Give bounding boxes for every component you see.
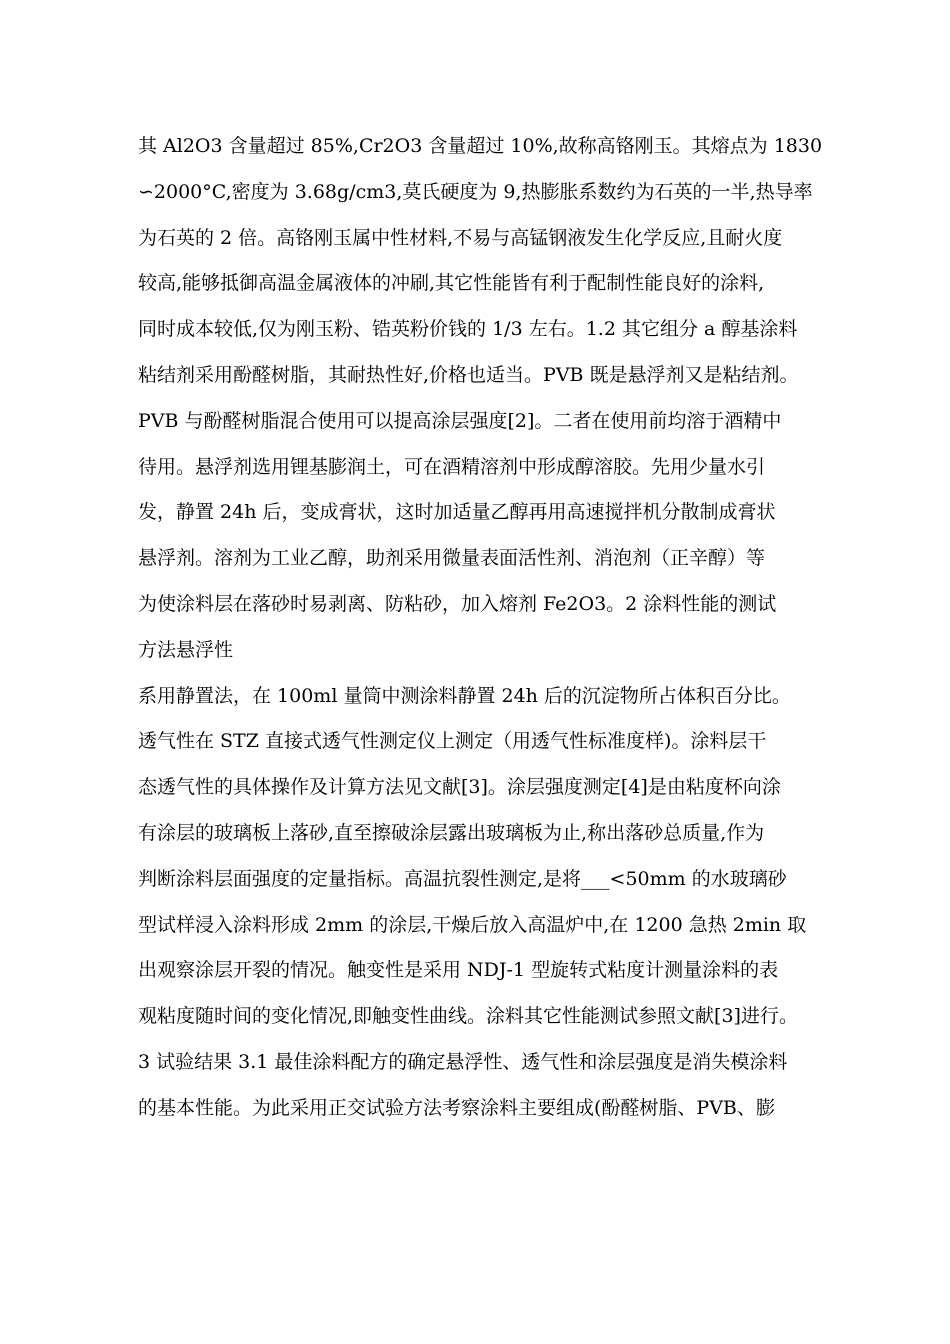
text-line: PVB 与酚醛树脂混合使用可以提高涂层强度[2]。二者在使用前均溶于酒精中 <box>138 409 782 432</box>
text-line: 较高,能够抵御高温金属液体的冲刷,其它性能皆有利于配制性能良好的涂料, <box>138 272 765 295</box>
text-line: 透气性在 STZ 直接式透气性测定仪上测定（用透气性标准度样)。涂料层干 <box>138 730 767 753</box>
text-line: 粘结剂采用酚醛树脂，其耐热性好,价格也适当。PVB 既是悬浮剂又是粘结剂。 <box>138 363 799 386</box>
text-line: 为石英的 2 倍。高铬刚玉属中性材料,不易与高锰钢液发生化学反应,且耐火度 <box>138 226 783 249</box>
text-line: 系用静置法，在 100ml 量筒中测涂料静置 24h 后的沉淀物所占体积百分比。 <box>138 684 791 707</box>
text-line: 3 试验结果 3.1 最佳涂料配方的确定悬浮性、透气性和涂层强度是消失模涂料 <box>138 1050 788 1073</box>
text-line: 悬浮剂。溶剂为工业乙醇，助剂采用微量表面活性剂、消泡剂（正辛醇）等 <box>138 547 766 570</box>
text-line: 判断涂料层面强度的定量指标。高温抗裂性测定,是将___<50mm 的水玻璃砂 <box>138 867 787 890</box>
text-line: 出观察涂层开裂的情况。触变性是采用 NDJ-1 型旋转式粘度计测量涂料的表 <box>138 959 779 982</box>
text-line: 其 Al2O3 含量超过 85%,Cr2O3 含量超过 10%,故称高铬刚玉。其熔点为 1830 <box>138 135 823 157</box>
text-line: 有涂层的玻璃板上落砂,直至擦破涂层露出玻璃板为止,称出落砂总质量,作为 <box>138 821 765 844</box>
text-line: 态透气性的具体操作及计算方法见文献[3]。涂层强度测定[4]是由粘度杯向涂 <box>138 776 781 799</box>
text-line: 方法悬浮性 <box>138 638 234 661</box>
text-line: 的基本性能。为此采用正交试验方法考察涂料主要组成(酚醛树脂、PVB、膨 <box>138 1096 775 1119</box>
text-line: 待用。悬浮剂选用锂基膨润土，可在酒精溶剂中形成醇溶胶。先用少量水引 <box>138 455 766 478</box>
body-text <box>138 124 838 1132</box>
text-line: 发，静置 24h 后，变成膏状，这时加适量乙醇再用高速搅拌机分散制成膏状 <box>138 501 776 524</box>
text-line: ∽2000°C,密度为 3.68g/cm3,莫氏硬度为 9,热膨胀系数约为石英的一半,热导率 <box>138 180 813 203</box>
text-line: 型试样浸入涂料形成 2mm 的涂层,干燥后放入高温炉中,在 1200 急热 2min 取 <box>138 913 807 936</box>
text-line: 同时成本较低,仅为刚玉粉、锆英粉价钱的 1/3 左右。1.2 其它组分 a 醇基涂料 <box>138 318 798 341</box>
text-line: 观粘度随时间的变化情况,即触变性曲线。涂料其它性能测试参照文献[3]进行。 <box>138 1005 798 1028</box>
text-line: 为使涂料层在落砂时易剥离、防粘砂，加入熔剂 Fe2O3。2 涂料性能的测试 <box>138 592 777 615</box>
